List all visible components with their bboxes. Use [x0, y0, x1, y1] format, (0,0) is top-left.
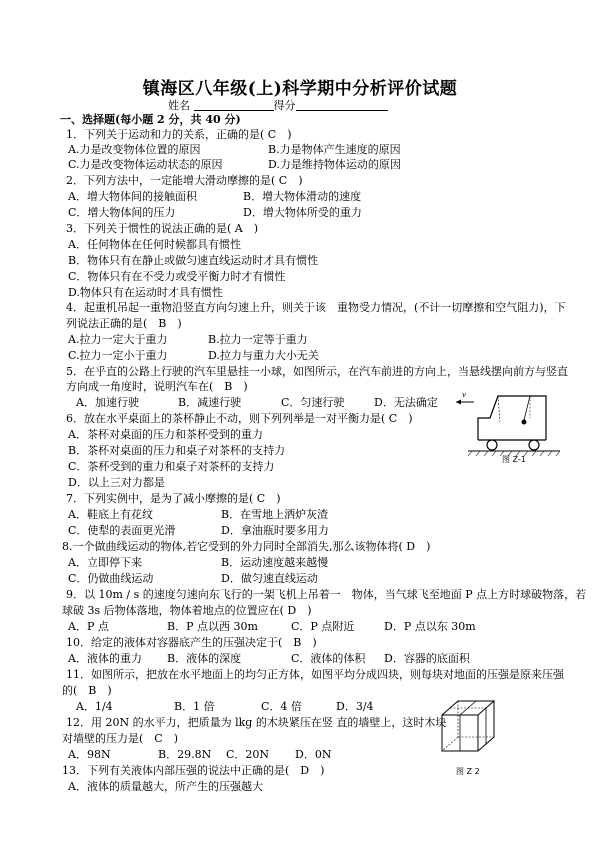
- q11-option-d: D．3/4: [336, 700, 374, 713]
- q1-option-b: B.力是物体产生速度的原因: [268, 143, 401, 156]
- q6-option-c: C．茶杯受到的重力和桌子对茶杯的支持力: [68, 460, 275, 473]
- car-wheel-rear: [487, 440, 497, 450]
- q10-option-a: A．液体的重力: [68, 652, 142, 665]
- q2-option-a: A．增大物体间的接触面积: [68, 190, 197, 203]
- q9-option-d: D．P 点以东 30m: [384, 620, 476, 633]
- q7-option-a: A．鞋底上有花纹: [68, 508, 153, 521]
- q12-option-c: C．20N: [226, 748, 270, 761]
- question-12-cont: 对墙壁的压力是( C ): [62, 732, 178, 745]
- q1-option-c: C.力是改变物体运动状态的原因: [68, 158, 223, 171]
- q6-option-d: D．以上三对力都是: [68, 476, 165, 489]
- page-title: 镇海区八年级(上)科学期中分析评价试题: [142, 79, 458, 99]
- question-2: 2．下列方法中，一定能增大滑动摩擦的是( C ): [66, 174, 303, 187]
- q8-option-a: A．立即停下来: [68, 556, 142, 569]
- q9-option-b: B．P 点以西 30m: [167, 620, 258, 633]
- q9-option-c: C．P 点附近: [291, 620, 355, 633]
- question-10: 10．给定的液体对容器底产生的压强决定于( B ): [66, 636, 317, 649]
- question-1: 1．下列关于运动和力的关系，正确的是( C ): [66, 128, 292, 141]
- figure-2-caption: 图 Z 2: [456, 767, 480, 776]
- question-12: 12．用 20N 的水平力，把质量为 lkg 的木块紧压在竖 直的墙壁上，这时木块: [66, 716, 447, 729]
- q7-option-b: B．在雪地上洒炉灰渣: [221, 508, 329, 521]
- q5-option-b: B．减速行驶: [178, 396, 242, 409]
- q3-option-c: C．物体只有在不受力或受平衡力时才有惯性: [68, 270, 286, 283]
- velocity-label: v: [462, 391, 466, 399]
- q13-option-a: A．液体的质量越大，所产生的压强越大: [68, 780, 263, 793]
- score-blank: [296, 98, 388, 111]
- q6-option-b: B．茶杯对桌面的压力和桌子对茶杯的支持力: [68, 444, 286, 457]
- q8-option-c: C．仍做曲线运动: [68, 572, 154, 585]
- section-heading: 一、选择题(每小题 2 分，共 40 分): [60, 113, 241, 126]
- figure-1-caption: 图 Z-1: [502, 455, 526, 464]
- car-pendulum-figure: [448, 382, 568, 462]
- q3-option-a: A．任何物体在任何时候都具有惯性: [68, 238, 241, 251]
- q9-option-a: A．P 点: [68, 620, 109, 633]
- question-13: 13．下列有关液体内部压强的说法中正确的是( D ): [62, 764, 325, 777]
- question-7: 7．下列实例中，是为了减小摩擦的是( C ): [66, 492, 281, 505]
- pendulum-ball: [522, 420, 527, 425]
- q1-option-a: A.力是改变物体位置的原因: [68, 143, 201, 156]
- q4-option-a: A.拉力一定大于重力: [68, 333, 168, 346]
- q11-option-a: A．1/4: [76, 700, 113, 713]
- question-6: 6．放在水平桌面上的茶杯静止不动，则下列列举是一对平衡力是( C ): [66, 412, 413, 425]
- question-5: 5．在乎直的公路上行驶的汽车里悬挂一小球，如图所示，在汽车前进的方向上，当悬线摆向前方与竖直: [66, 365, 568, 378]
- q10-option-d: D．容器的底面积: [384, 652, 470, 665]
- q12-option-b: B．29.8N: [158, 748, 212, 761]
- q8-option-d: D．做匀速直线运动: [221, 572, 318, 585]
- q12-option-a: A．98N: [68, 748, 111, 761]
- question-4-cont: 列说法正确的是( B ): [66, 317, 182, 330]
- q5-option-a: A．加速行驶: [76, 396, 139, 409]
- question-11: 11．如图所示，把放在水平地面上的均匀正方体，如图平均分成四块，则每块对地面的压强是原来压强: [66, 668, 564, 681]
- q2-option-c: C．增大物体间的压力: [68, 206, 176, 219]
- name-label: 姓名: [168, 99, 190, 112]
- car-window-line: [498, 396, 500, 422]
- q10-option-b: B．液体的深度: [167, 652, 242, 665]
- question-4: 4．起重机吊起一重物沿竖直方向匀速上升，则关于该 重物受力情况，(不计一切摩擦和空气阻力)，下: [66, 301, 566, 314]
- q5-option-c: C．匀速行驶: [281, 396, 345, 409]
- q7-option-d: D．拿油瓶时要多用力: [221, 524, 329, 537]
- question-3: 3．下列关于惯性的说法正确的是( A ): [66, 222, 259, 235]
- q3-option-b: B．物体只有在静止或做匀速直线运动时才具有惯性: [68, 254, 319, 267]
- q12-option-d: D．0N: [295, 748, 332, 761]
- name-blank: [194, 98, 274, 111]
- q2-option-b: B．增大物体滑动的速度: [243, 190, 362, 203]
- pendulum-string: [524, 396, 530, 420]
- car-body: [478, 396, 546, 440]
- question-11-cont: 的( B ): [62, 684, 112, 697]
- q3-option-d: D.物体只有在运动时才具有惯性: [68, 286, 223, 299]
- q4-option-b: B.拉力一定等于重力: [208, 333, 308, 346]
- car-wheel-front: [529, 440, 539, 450]
- question-9: 9．以 10m / s 的速度匀速向东飞行的一架飞机上吊着一 物体，当气球飞至地面 P 点上方时球破物落，若: [66, 588, 587, 601]
- q2-option-d: D．增大物体所受的重力: [243, 206, 362, 219]
- q11-option-c: C．4 倍: [261, 700, 302, 713]
- q4-option-c: C.拉力一定小于重力: [68, 349, 168, 362]
- q11-option-b: B．1 倍: [174, 700, 215, 713]
- name-score-line: [168, 97, 388, 113]
- q4-option-d: D.拉力与重力大小无关: [208, 349, 319, 362]
- q6-option-a: A．茶杯对桌面的压力和茶杯受到的重力: [68, 428, 263, 441]
- question-9-cont: 球破 3s 后物体落地，物体着地点的位置应在( D ): [62, 604, 312, 617]
- cube-hidden-edge-d: [442, 737, 458, 751]
- q1-option-d: D.力是维持物体运动的原因: [268, 158, 401, 171]
- question-8: 8.一个做曲线运动的物体,若它受到的外力同时全部消失,那么该物体将( D ): [62, 540, 431, 553]
- q5-option-d: D．无法确定: [374, 396, 438, 409]
- q7-option-c: C．使犁的表面更光滑: [68, 524, 176, 537]
- q8-option-b: B．运动速度越来越慢: [221, 556, 329, 569]
- velocity-arrow-head: [456, 400, 461, 405]
- question-5-cont: 方向成一角度时，说明汽车在( B ): [66, 380, 248, 393]
- score-label: 得分: [273, 99, 296, 112]
- q10-option-c: C．液体的体积: [291, 652, 366, 665]
